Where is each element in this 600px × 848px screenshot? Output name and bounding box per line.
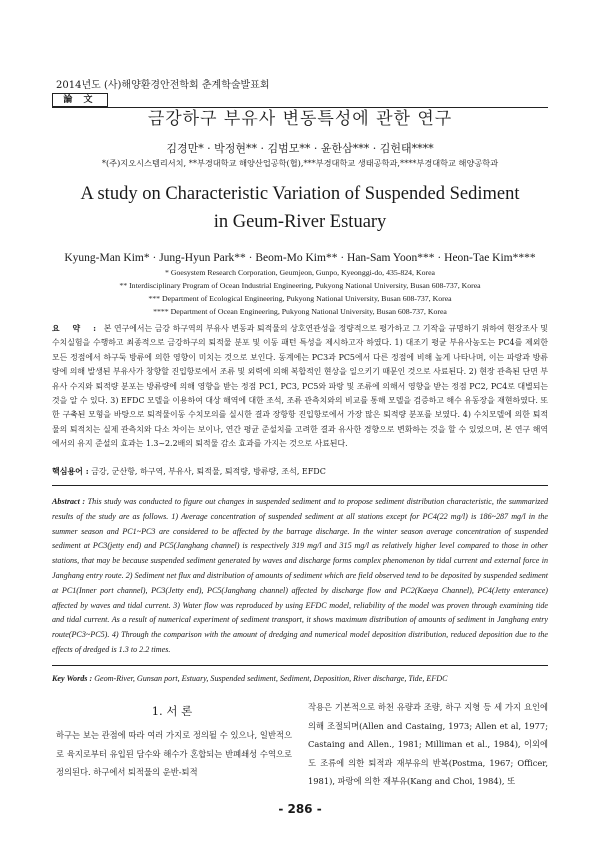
english-keywords xyxy=(52,674,548,683)
english-affiliation-3: *** Department of Ecological Engineering, Pukyong National University, Busan 608-737, Korea xyxy=(148,294,452,303)
english-keywords-label: Key Words : xyxy=(52,674,93,683)
korean-keywords xyxy=(52,466,548,477)
english-keywords-text: Geom-River, Gunsan port, Estuary, Suspended sediment, Sediment, Deposition, River discharge, Tide, EFDC xyxy=(94,674,448,683)
english-affiliation-4: **** Department of Ocean Engineering, Pukyong National University, Busan 608-737, Korea xyxy=(153,307,447,316)
korean-abstract-label: 요 약 : xyxy=(52,324,102,333)
journal-header: 2014년도 (사)해양환경안전학회 춘계학술발표회 xyxy=(56,80,270,91)
english-affiliation-1: * Goesystem Research Corporation, Geumjeon, Gunpo, Kyeonggi-do, 435-824, Korea xyxy=(164,268,436,277)
section-heading: 1. 서 론 xyxy=(151,704,193,718)
korean-keywords-text: 금강, 군산항, 하구역, 부유사, 퇴적물, 퇴적량, 방류량, 조석, EFDC xyxy=(91,467,326,476)
english-title-line1: A study on Characteristic Variation of Suspended Sediment xyxy=(80,184,520,204)
korean-abstract-text: 본 연구에서는 금강 하구역의 부유사 변동과 퇴적물의 상호연관성을 정량적으로 평가하고 그 기작을 규명하기 위하여 현장조사 및 수치실험을 수행하고 최종적으로 금강하구의 퇴적물 분포 및 이동 패턴 특성을 제시하고자 하였다. 1) 대조기 평균 부유사농도는 PC4를 제외한 모든 정점에서 하구둑 방류에 의한 영향이 미치는 것으로 보인다. 동계에는 PC3과 PC5에서 다른 정점에 비해 높게 나타나며, 이는 파랑과 방류량에 의해 발생된 부유사가 창향할 진입항로에서 조류 및 외력에 의해 복합적인 현상을 일으키기 때문인 것으로 사료된다. 2) 현장 관측된 단면 부유사 수지와 퇴적량 분포는 방류량에 의해 영향을 받는 정점 PC1, PC3, PC5와 파랑 및 조류에 의해서 영향을 받는 정점 PC2, PC4로 대별되는 것을 알 수 있다. 3) EFDC 모델을 이용하여 대상 해역에 대한 조석, 조류 관측치와의 비교를 통해 모델을 검증하고 해수 유동장을 재현하였다. 또한 구축된 모형을 바탕으로 퇴적물이동 수치모의를 실시한 결과 장항항 진입항로에서 가장 많은 퇴적량 분포를 보였다. 4) 수치모델에 의한 퇴적물의 퇴적치는 실제 관측치와 다소 차이는 보이나, 연간 평균 준설치를 고려한 결과 유사한 경향으로 변화하는 것을 할 수 있었으며, 본 연구 해역에서의 유지 준설의 효과는 1.3~2.2배의 퇴적물 감소 효과를 가지는 것으로 사료된다. xyxy=(52,324,548,449)
english-abstract xyxy=(52,495,548,658)
body-right-column: 작용은 기본적으로 하천 유량과 조량, 하구 지형 등 세 가지 요인에 의해 조절되며(Allen and Castaing, 1973; Allen et al, 1977; Castaing and Allen., 1981; Milliman et al., 1984), 이외에도 조류에 의한 퇴적과 재부유의 반복(Postma, 1967; Officer, 1981), 파랑에 의한 재부유(Kang and Choi, 1984), 또 xyxy=(308,702,548,786)
page-number: - 286 - xyxy=(278,802,322,816)
abstract-bottom-rule xyxy=(52,665,548,666)
english-affiliation-2: ** Interdisciplinary Program of Ocean Industrial Engineering, Pukyong National University, Busan 608-737, Korea xyxy=(119,281,481,290)
english-abstract-text: This study was conducted to figure out changes in suspended sediment and to propose sediment distribution characteristic, the summarized results of the study are as follows. 1) Average concentration of suspended sediment at all stations except for PC4(22 mg/l) is 186~287 mg/l in the summer season and PC1~PC3 are considered to be affected by the barrage discharge. In the winter season average concentration of suspended sediment at PC3(jetty end) and PC5(Janghang channel) is respectively 319 mg/l and 315 mg/l as relatively higher level compared to those in other stations, that may be because suspended sediment generated by waves and discharge forms complex phenomenon by tidal current and external force in Janghang entry route. 2) Sediment net flux and distribution of amounts of sediment which are field observed tend to be deposited by suspended sediment at PC1(Inner port channel), PC3(Jetty end), PC5(Janghang channel) affected by discharge flow and PC2(Kaeya Channel), PC4(Jetty enterance) affected by waves and tidal current. 3) Water flow was reproduced by using EFDC model, reliability of the model was proven through examining tide and tidal current. As a result of numerical experiment of sediment transport, it shows maximum distribution of amounts of sediment in Janghang entry route(PC3~PC5). 4) Through the comparison with the amount of dredging and numerical model deposition distribution, reduced deposition due to the effects of dredged is 1.3 to 2.2 times. xyxy=(52,497,548,654)
body-left-column: 하구는 보는 관점에 따라 여러 가지로 정의될 수 있으나, 일반적으로 육지로부터 유입된 담수와 해수가 혼합되는 반폐쇄성 수역으로 정의된다. 하구에서 퇴적물의 운반-퇴적 xyxy=(56,730,292,777)
english-authors: Kyung-Man Kim* · Jung-Hyun Park** · Beom-Mo Kim** · Han-Sam Yoon*** · Heon-Tae Kim**** xyxy=(64,252,536,264)
korean-title: 금강하구 부유사 변동특성에 관한 연구 xyxy=(147,109,453,129)
abstract-top-rule xyxy=(52,485,548,486)
english-title-line2: in Geum-River Estuary xyxy=(213,212,387,232)
korean-abstract xyxy=(52,322,548,452)
korean-authors: 김경만* · 박정현** · 김범모** · 윤한삼*** · 김헌태**** xyxy=(166,142,434,155)
english-abstract-label: Abstract : xyxy=(52,497,86,506)
korean-affiliation: *(주)지오시스템리서치, **부경대학교 해양산업공학(협),***부경대학교 생태공학과,****부경대학교 해양공학과 xyxy=(101,158,499,168)
article-type-badge: 論 文 xyxy=(52,93,108,107)
korean-keywords-label: 핵심용어 : xyxy=(52,466,89,476)
